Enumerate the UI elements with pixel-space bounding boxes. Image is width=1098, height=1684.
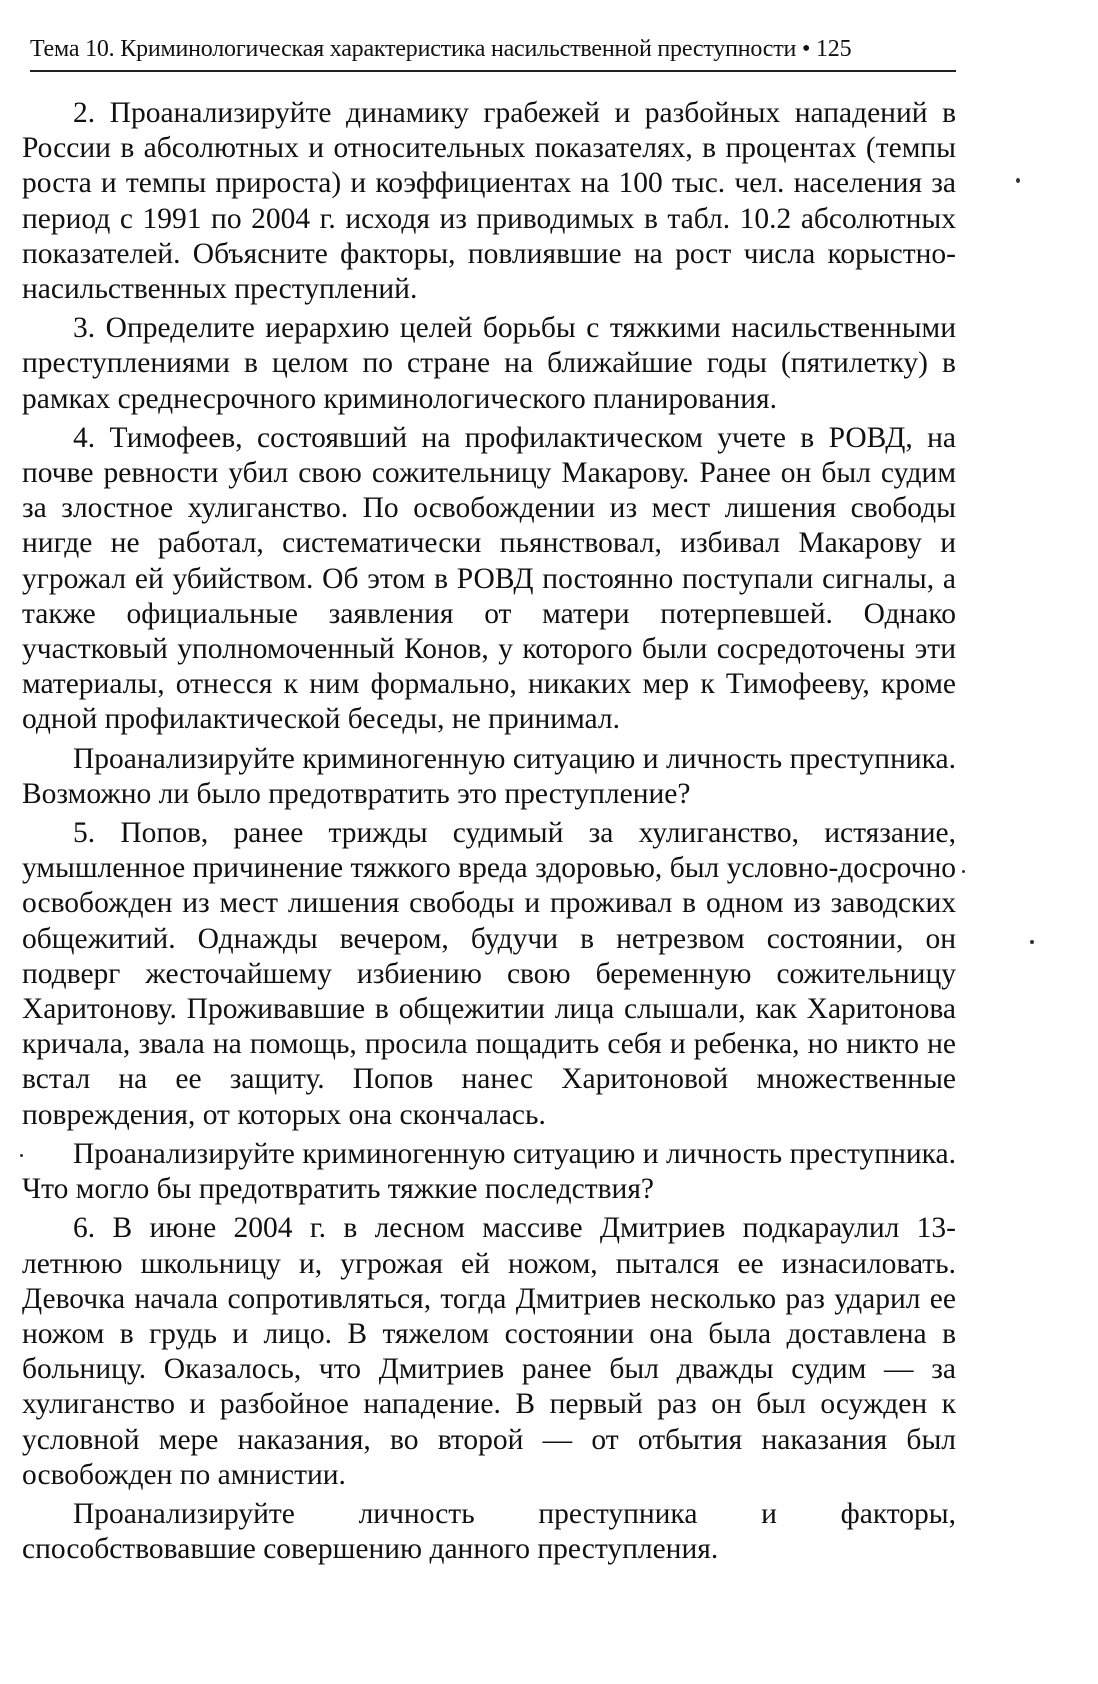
paragraph-task-4-question: Проанализируйте криминогенную ситуацию и личность преступника. Возможно ли было предотвратить это преступление? xyxy=(22,742,956,810)
scan-speck xyxy=(962,870,965,873)
body-text xyxy=(22,96,956,1567)
paragraph-task-4: 4. Тимофеев, состоявший на профилактическом учете в РОВД, на почве ревности убил свою сожительницу Макарову. Ранее он был судим за злостное хулиганство. По освобождении из мест лишения свободы нигде не работал, систематически пьянствовал, избивал Макарову и угрожал ей убийством. Об этом в РОВД постоянно поступали сигналы, а также официальные заявления от матери потерпевшей. Однако участковый уполномоченный Конов, у которого были сосредоточены эти материалы, отнесся к ним формально, никаких мер к Тимофееву, кроме одной профилактической беседы, не принимал. xyxy=(22,421,956,736)
scan-speck xyxy=(20,1154,23,1157)
header-rule xyxy=(30,70,956,72)
paragraph-task-5: 5. Попов, ранее трижды судимый за хулиганство, истязание, умышленное причинение тяжкого вреда здоровью, был условно-досрочно освобожден из мест лишения свободы и проживал в одном из заводских общежитий. Однажды вечером, будучи в нетрезвом состоянии, он подверг жесточайшему избиению свою беременную сожительницу Харитонову. Проживавшие в общежитии лица слышали, как Харитонова кричала, звала на помощь, просила пощадить себя и ребенка, но никто не встал на ее защиту. Попов нанес Харитоновой множественные повреждения, от которых она скончалась. xyxy=(22,817,956,1131)
running-head: Тема 10. Криминологическая характеристика насильственной преступности • 125 xyxy=(30,36,852,62)
paragraph-task-6: 6. В июне 2004 г. в лесном массиве Дмитриев подкараулил 13-летнюю школьницу и, угрожая ей ножом, пытался ее изнасиловать. Девочка начала сопротивляться, тогда Дмитриев несколько раз ударил ее ножом в грудь и лицо. В тяжелом состоянии она была доставлена в больницу. Оказалось, что Дмитриев ранее был дважды судим — за хулиганство и разбойное нападение. В первый раз он был осужден к условной мере наказания, во второй — от отбытия наказания был освобожден по амнистии. xyxy=(22,1212,956,1491)
paragraph-task-5-question: Проанализируйте криминогенную ситуацию и личность преступника. Что могло бы предотвратить тяжкие последствия? xyxy=(22,1137,956,1206)
paragraph-task-6-question: Проанализируйте личность преступника и факторы, способствовавшие совершению данного преступления. xyxy=(22,1497,956,1566)
paragraph-task-2: 2. Проанализируйте динамику грабежей и разбойных нападений в России в абсолютных и относительных показателях, в процентах (темпы роста и темпы прироста) и коэффициентах на 100 тыс. чел. населения за период с 1991 по 2004 г. исходя из приводимых в табл. 10.2 абсолютных показателей. Объясните факторы, повлиявшие на рост числа корыстно-насильственных преступлений. xyxy=(22,97,956,306)
paragraph-task-3: 3. Определите иерархию целей борьбы с тяжкими насильственными преступлениями в целом по стране на ближайшие годы (пятилетку) в рамках среднесрочного криминологического планирования. xyxy=(22,312,956,415)
scan-speck xyxy=(1030,940,1034,944)
scan-speck xyxy=(1016,178,1020,183)
